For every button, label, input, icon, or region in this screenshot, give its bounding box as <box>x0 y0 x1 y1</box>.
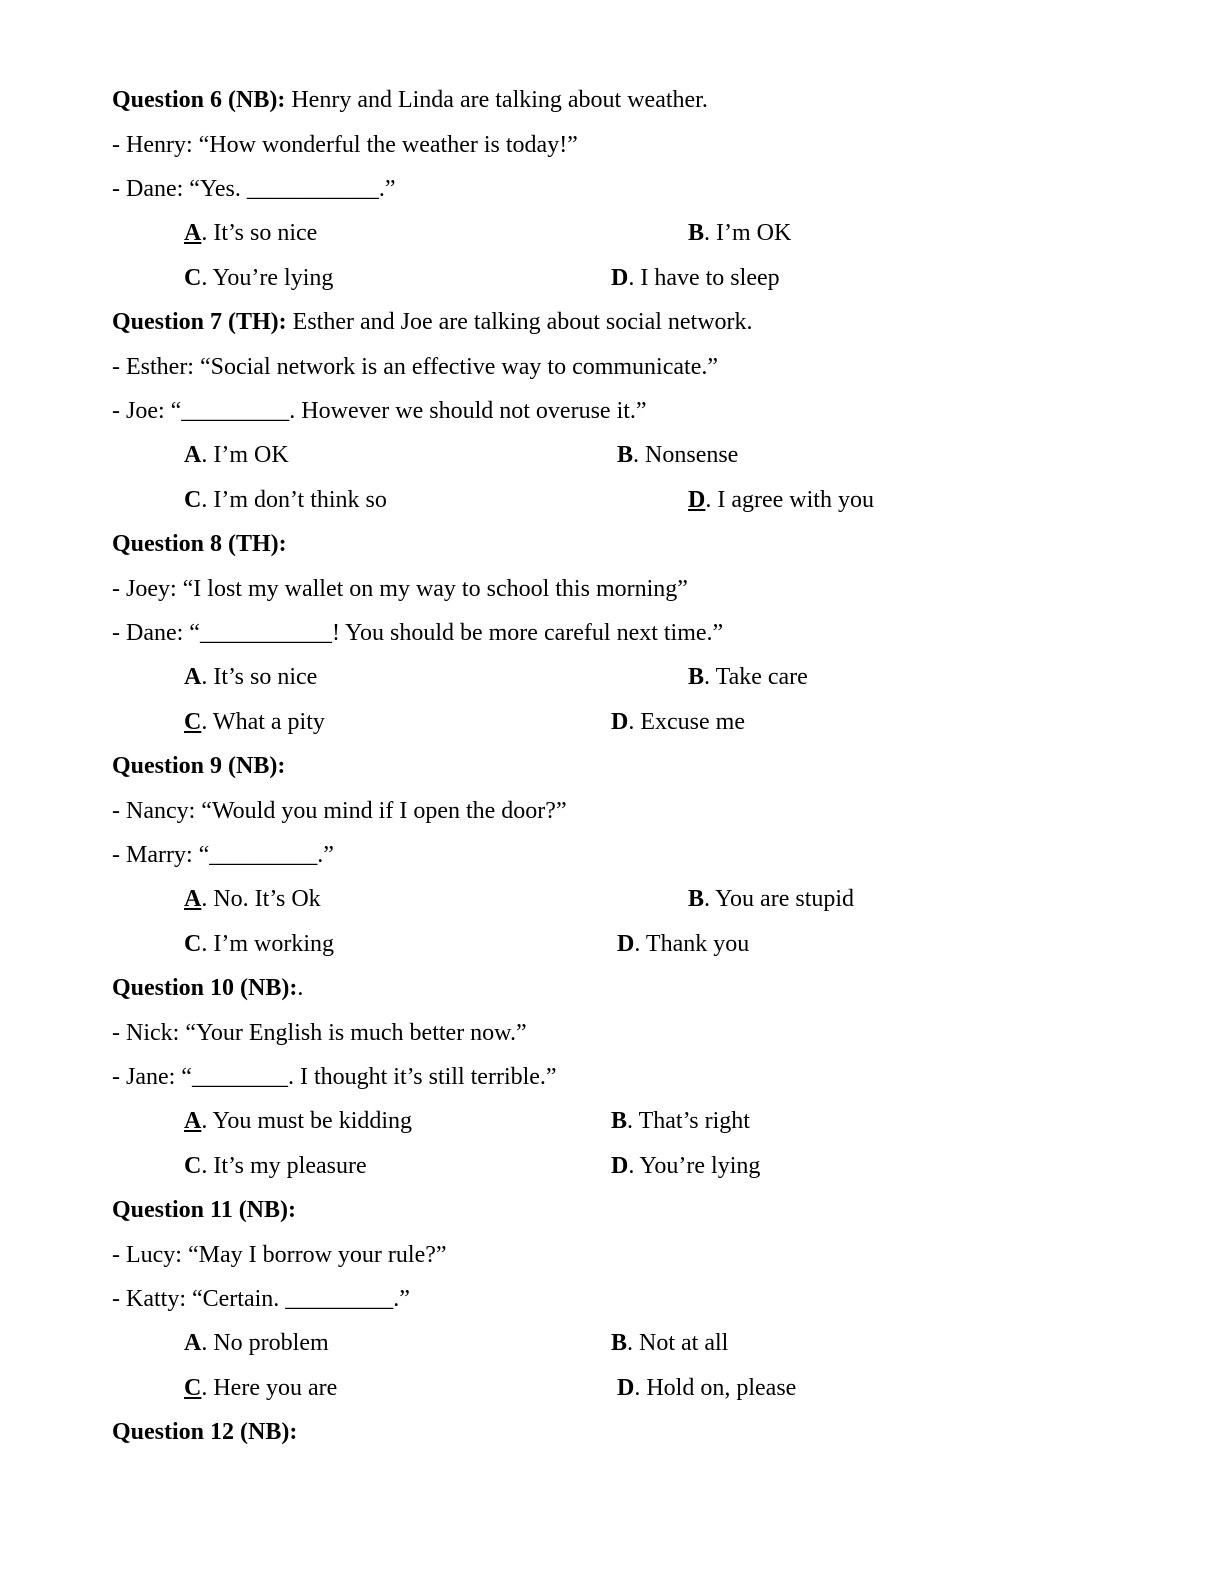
option-a <box>184 1106 412 1136</box>
option-text: . Thank you <box>634 931 750 957</box>
option-a <box>184 1328 329 1358</box>
option-letter: C <box>184 487 202 513</box>
option-text: . I’m OK <box>704 220 792 246</box>
option-letter: C <box>184 1375 202 1401</box>
option-letter: B <box>688 664 705 690</box>
dialogue-line: - Katty: “Certain. _________.” <box>112 1286 410 1312</box>
question-heading: Question 11 (NB): <box>112 1197 297 1223</box>
question-intro: . <box>297 975 304 1001</box>
option-letter: D <box>617 931 635 957</box>
option-d <box>688 485 874 515</box>
option-text: . I have to sleep <box>628 265 780 291</box>
option-c <box>184 929 334 959</box>
option-b <box>611 1328 728 1358</box>
question-heading: Question 6 (NB): <box>112 87 286 113</box>
option-a <box>184 440 289 470</box>
option-text: . Take care <box>704 664 808 690</box>
option-text: . What a pity <box>201 709 325 735</box>
question-8-heading-line <box>112 529 287 559</box>
question-10-heading-line <box>112 973 303 1003</box>
question-heading: Question 8 (TH): <box>112 531 287 557</box>
option-letter: D <box>611 709 629 735</box>
option-text: . I’m working <box>201 931 334 957</box>
question-12-heading-line <box>112 1417 297 1447</box>
option-text: . You’re lying <box>201 265 334 291</box>
option-b <box>617 440 738 470</box>
option-text: . It’s so nice <box>201 220 318 246</box>
option-text: . No. It’s Ok <box>201 886 321 912</box>
option-a <box>184 884 321 914</box>
option-letter: D <box>688 487 706 513</box>
question-heading: Question 9 (NB): <box>112 753 286 779</box>
option-letter: A <box>184 220 202 246</box>
option-text: . Nonsense <box>633 442 739 468</box>
option-d <box>617 1373 796 1403</box>
option-letter: B <box>617 442 634 468</box>
dialogue-line: - Joe: “_________. However we should not overuse it.” <box>112 398 647 424</box>
option-c <box>184 707 325 737</box>
option-text: . That’s right <box>627 1108 750 1134</box>
question-intro: Esther and Joe are talking about social network. <box>286 309 753 335</box>
option-a <box>184 218 317 248</box>
question-7-heading-line <box>112 307 753 337</box>
option-text: . You must be kidding <box>201 1108 413 1134</box>
option-letter: C <box>184 1153 202 1179</box>
dialogue-line: - Nancy: “Would you mind if I open the door?” <box>112 798 567 824</box>
option-letter: C <box>184 265 202 291</box>
option-c <box>184 1373 337 1403</box>
option-text: . Hold on, please <box>634 1375 797 1401</box>
option-text: . Not at all <box>627 1330 729 1356</box>
dialogue-line: - Joey: “I lost my wallet on my way to school this morning” <box>112 576 688 602</box>
option-letter: A <box>184 1108 202 1134</box>
question-heading: Question 12 (NB): <box>112 1419 298 1445</box>
option-text: . Here you are <box>201 1375 338 1401</box>
dialogue-line: - Marry: “_________.” <box>112 842 334 868</box>
dialogue-line: - Nick: “Your English is much better now.” <box>112 1020 527 1046</box>
option-letter: C <box>184 931 202 957</box>
option-c <box>184 263 333 293</box>
option-text: . It’s my pleasure <box>201 1153 367 1179</box>
option-b <box>688 218 791 248</box>
option-letter: D <box>611 1153 629 1179</box>
option-letter: D <box>617 1375 635 1401</box>
option-letter: D <box>611 265 629 291</box>
question-6-heading-line <box>112 85 708 115</box>
option-b <box>611 1106 750 1136</box>
option-letter: A <box>184 442 202 468</box>
option-d <box>611 707 745 737</box>
option-letter: A <box>184 886 202 912</box>
option-d <box>617 929 749 959</box>
dialogue-line: - Dane: “___________! You should be more careful next time.” <box>112 620 724 646</box>
option-letter: B <box>688 220 705 246</box>
option-d <box>611 1151 760 1181</box>
option-a <box>184 662 317 692</box>
question-heading: Question 7 (TH): <box>112 309 287 335</box>
dialogue-line: - Dane: “Yes. ___________.” <box>112 176 396 202</box>
dialogue-line: - Esther: “Social network is an effective way to communicate.” <box>112 354 718 380</box>
option-text: . Excuse me <box>628 709 745 735</box>
dialogue-line: - Lucy: “May I borrow your rule?” <box>112 1242 447 1268</box>
option-text: . It’s so nice <box>201 664 318 690</box>
option-letter: A <box>184 1330 202 1356</box>
option-text: . No problem <box>201 1330 329 1356</box>
option-c <box>184 1151 367 1181</box>
question-heading: Question 10 (NB): <box>112 975 298 1001</box>
question-11-heading-line <box>112 1195 296 1225</box>
option-c <box>184 485 387 515</box>
option-letter: B <box>611 1330 628 1356</box>
option-text: . You are stupid <box>704 886 855 912</box>
option-text: . I’m OK <box>201 442 289 468</box>
option-letter: B <box>688 886 705 912</box>
option-b <box>688 884 854 914</box>
question-9-heading-line <box>112 751 285 781</box>
option-letter: B <box>611 1108 628 1134</box>
question-intro: Henry and Linda are talking about weather. <box>285 87 708 113</box>
option-letter: A <box>184 664 202 690</box>
dialogue-line: - Jane: “________. I thought it’s still terrible.” <box>112 1064 557 1090</box>
option-text: . You’re lying <box>628 1153 761 1179</box>
option-text: . I agree with you <box>705 487 874 513</box>
dialogue-line: - Henry: “How wonderful the weather is today!” <box>112 132 578 158</box>
option-d <box>611 263 780 293</box>
option-b <box>688 662 808 692</box>
option-text: . I’m don’t think so <box>201 487 387 513</box>
option-letter: C <box>184 709 202 735</box>
